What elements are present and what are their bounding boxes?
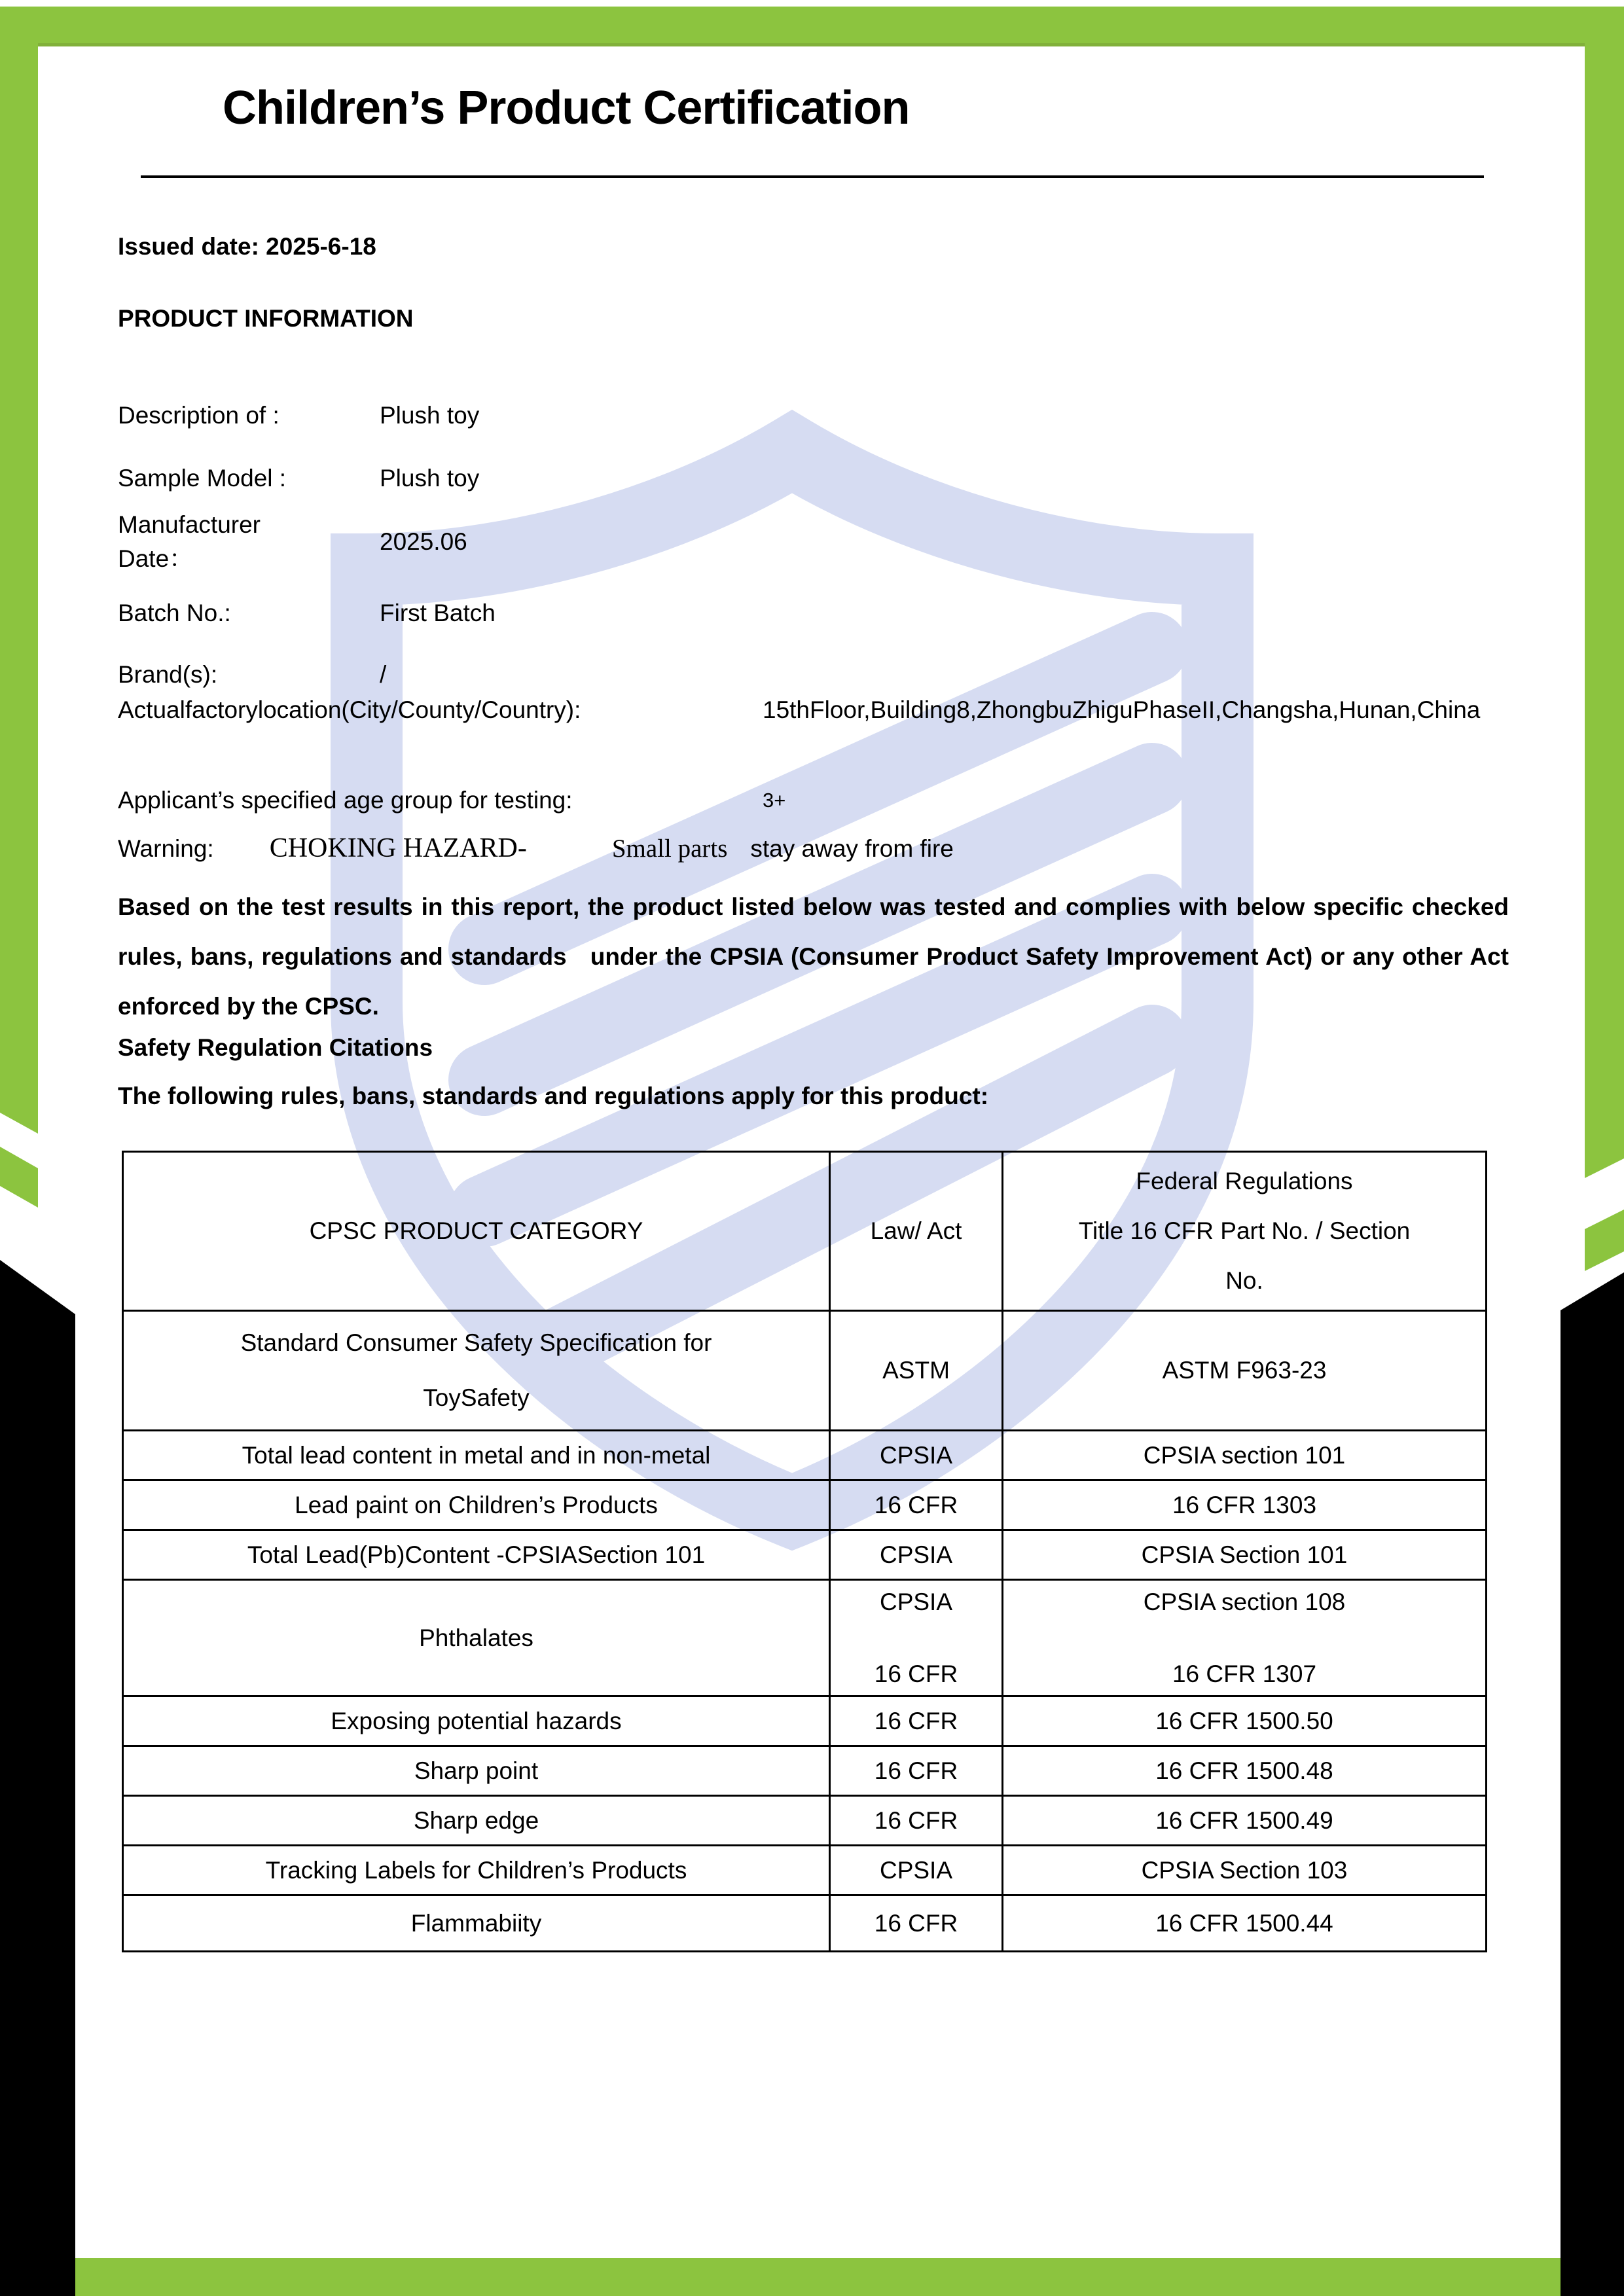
cell-category: Standard Consumer Safety Specification for ToySafety [123,1311,830,1431]
cell-law: 16 CFR [830,1796,1003,1846]
field-value: 15thFloor,Building8,ZhongbuZhiguPhaseII,Changsha,Hunan,China [763,696,1481,723]
compliance-paragraph: Based on the test results in this report, the product listed below was tested and complies with below specific checked rules, bans, regulations and standards under the CPSIA (Consumer Product Safety Improvement Act) or any other Act enforced by the CPSC. [118,893,1516,1020]
warning-line [118,833,954,864]
field-value: / [380,661,387,688]
field-value: Plush toy [380,465,480,492]
safety-regulation-citations-heading: Safety Regulation Citations [118,1034,433,1061]
table-row [123,1480,1487,1530]
field-label: Description of : [118,402,280,429]
cell-federal: CPSIA Section 101 [1003,1530,1487,1580]
cell-law: CPSIA [830,1846,1003,1895]
cell-federal: CPSIA section 108 16 CFR 1307 [1003,1580,1487,1696]
warning-label: Warning: [118,835,214,862]
field-row-description [118,398,479,433]
cell-law: CPSIA [830,1530,1003,1580]
field-value: Plush toy [380,402,480,429]
field-label: Batch No.: [118,600,231,626]
table-row [123,1530,1487,1580]
cell-federal: 16 CFR 1500.48 [1003,1746,1487,1796]
cell-law: 16 CFR [830,1480,1003,1530]
table-intro-text: The following rules, bans, standards and regulations apply for this product: [118,1083,989,1109]
field-value: 3+ [763,789,786,812]
table-row [123,1311,1487,1431]
table-row [123,1580,1487,1696]
cell-category: Phthalates [123,1580,830,1696]
cell-category: Flammabiity [123,1895,830,1952]
table-row [123,1431,1487,1480]
table-header-row [123,1152,1487,1311]
cell-category: Total Lead(Pb)Content -CPSIASection 101 [123,1530,830,1580]
warning-hazard: CHOKING HAZARD- [269,833,527,863]
cell-law: 16 CFR [830,1746,1003,1796]
table-row [123,1796,1487,1846]
cell-law: 16 CFR [830,1696,1003,1746]
cell-federal: CPSIA section 101 [1003,1431,1487,1480]
cell-law: CPSIA 16 CFR [830,1580,1003,1696]
field-row-manufacturer-date [118,508,467,576]
table-row [123,1846,1487,1895]
header-cell-category: CPSC PRODUCT CATEGORY [123,1152,830,1311]
field-label: Actualfactorylocation(City/County/Country): [118,696,581,723]
regulations-table [122,1151,1487,1952]
header-cell-federal: Federal Regulations Title 16 CFR Part No. / Section No. [1003,1152,1487,1311]
field-label: Sample Model : [118,465,287,492]
field-value: First Batch [380,600,496,626]
header-cell-law: Law/ Act [830,1152,1003,1311]
cell-category: Sharp point [123,1746,830,1796]
cell-law: ASTM [830,1311,1003,1431]
cell-category: Sharp edge [123,1796,830,1846]
field-row-sample-model [118,461,479,496]
field-row-factory-location [118,692,1512,728]
field-label: Manufacturer Date： [118,511,261,572]
cell-federal: 16 CFR 1500.49 [1003,1796,1487,1846]
field-label: Applicant’s specified age group for testing: [118,787,573,814]
cell-category: Lead paint on Children’s Products [123,1480,830,1530]
table-row [123,1696,1487,1746]
title-divider [141,175,1484,178]
field-label: Brand(s): [118,661,218,688]
page-title: Children’s Product Certification [223,82,910,134]
cell-federal: 16 CFR 1303 [1003,1480,1487,1530]
table-row [123,1895,1487,1952]
cell-law: 16 CFR [830,1895,1003,1952]
field-row-brands [118,657,386,692]
cell-category: Tracking Labels for Children’s Products [123,1846,830,1895]
cell-category: Exposing potential hazards [123,1696,830,1746]
cell-category: Total lead content in metal and in non-metal [123,1431,830,1480]
cell-law: CPSIA [830,1431,1003,1480]
field-value: 2025.06 [380,528,467,555]
table-row [123,1746,1487,1796]
cell-federal: CPSIA Section 103 [1003,1846,1487,1895]
cell-federal: 16 CFR 1500.50 [1003,1696,1487,1746]
field-row-batch-no [118,596,496,631]
cell-federal: 16 CFR 1500.44 [1003,1895,1487,1952]
warning-rest: stay away from fire [750,835,954,862]
cell-federal: ASTM F963-23 [1003,1311,1487,1431]
warning-parts: Small parts [611,834,728,863]
issued-date: Issued date: 2025-6-18 [118,233,376,260]
section-heading-product-information: PRODUCT INFORMATION [118,305,414,332]
field-row-age-group [118,783,785,818]
